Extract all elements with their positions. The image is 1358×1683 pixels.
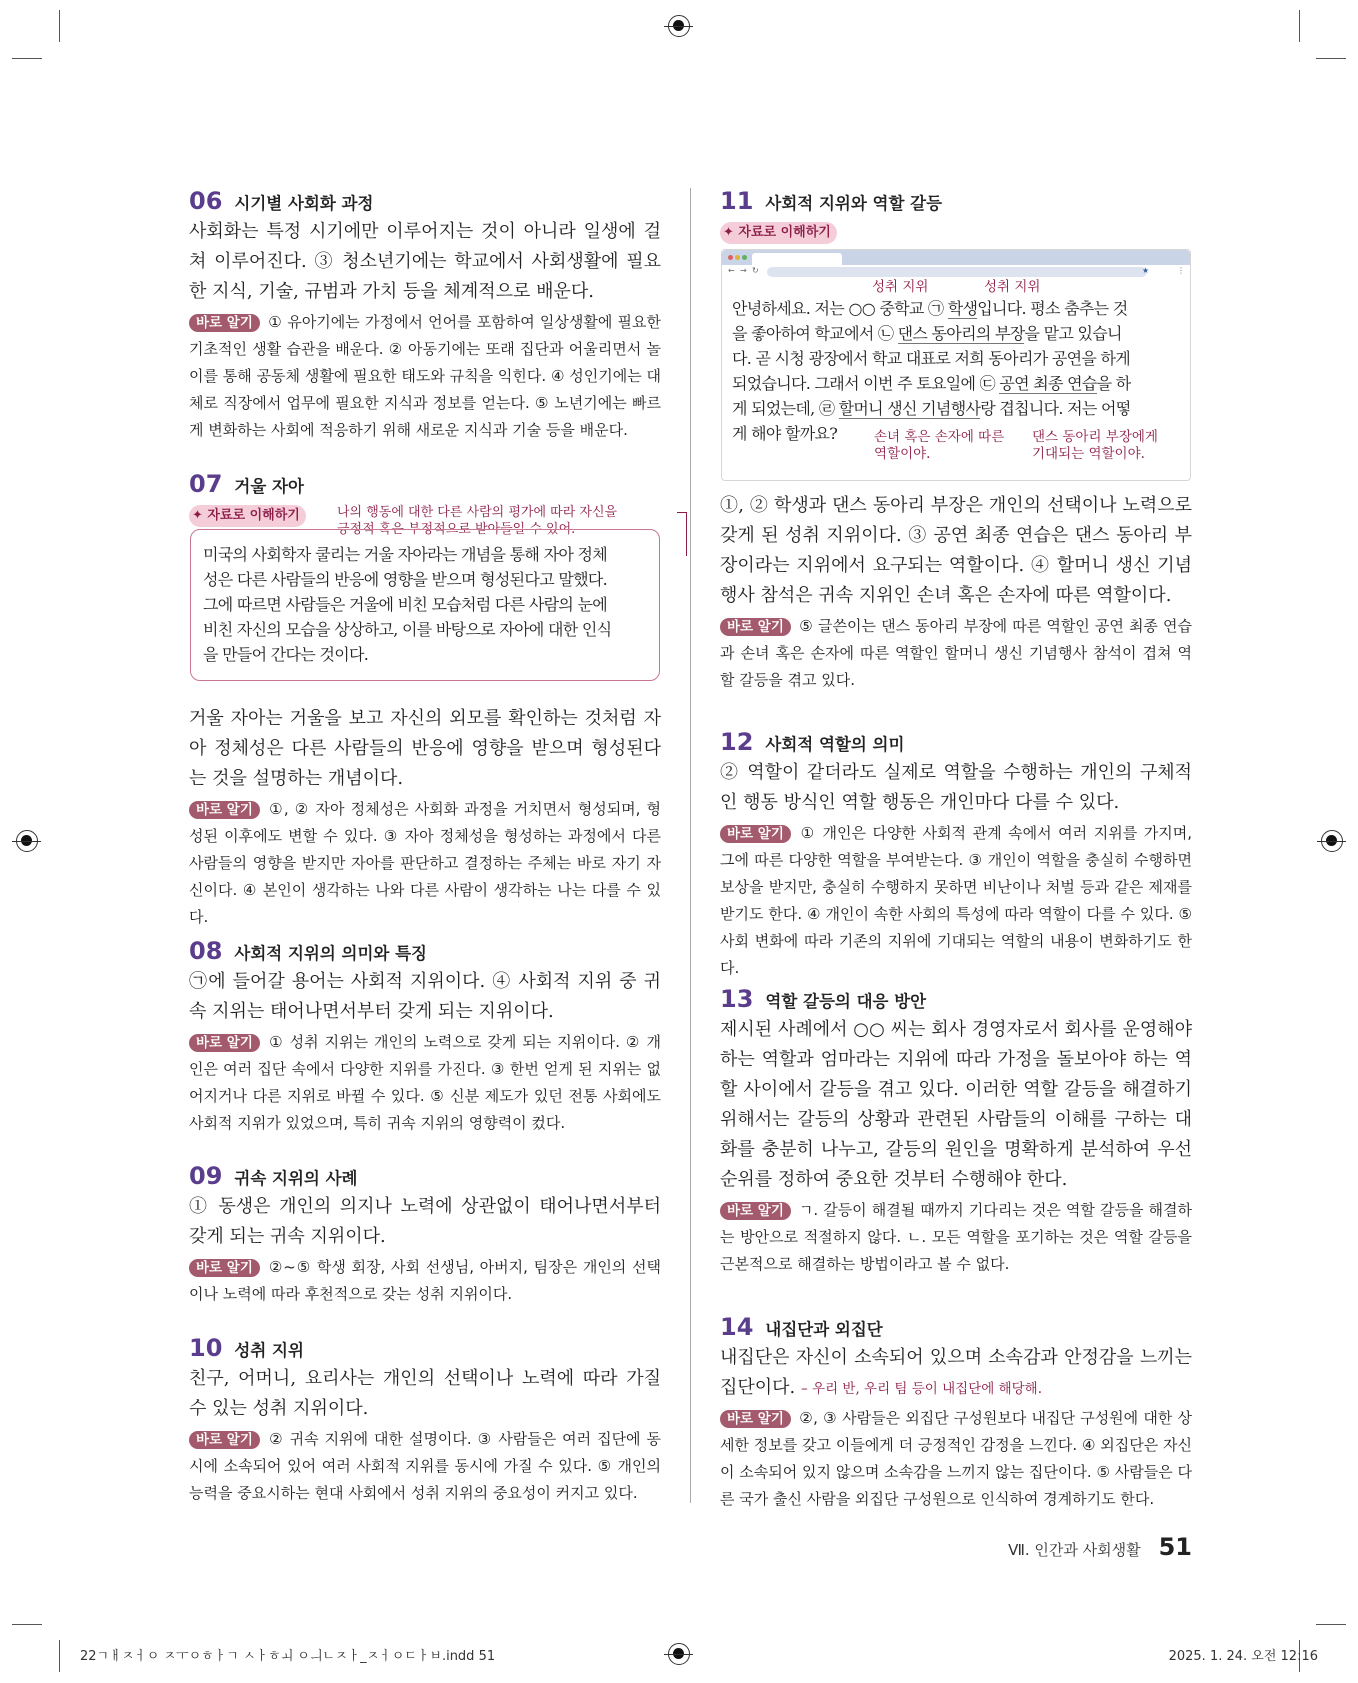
text: 을 하 (1096, 374, 1131, 393)
answer-text (720, 1343, 1192, 1403)
data-understanding-pill: ✦ 자료로 이해하기 (720, 222, 837, 244)
badge-baro-algi: 바로 알기 (720, 825, 791, 843)
post-content (722, 279, 1190, 462)
section-number: 07 (189, 470, 223, 498)
crop-mark (12, 1624, 42, 1625)
browser-nav-bar (722, 265, 1190, 279)
annotation-achieved-status: 성취 지위 (984, 279, 1041, 295)
registration-mark-icon (16, 830, 38, 852)
column-divider (690, 188, 691, 1503)
badge-baro-algi: 바로 알기 (189, 1034, 260, 1052)
underlined-term: 할머니 생신 기념행사 (838, 399, 981, 418)
slug-filename: 22ㄱㅐㅈㅓㅇ ㅈㅜㅇㅎㅏㄱ ㅅㅏㅎㅚ ㅇㅢㄴㅈㅏ_ㅈㅓㅇㄷㅏㅂ.indd 51 (80, 1649, 496, 1664)
registration-mark-icon (1321, 830, 1343, 852)
correction-note (189, 309, 661, 444)
page-footer (1008, 1533, 1192, 1561)
underlined-term: 공연 최종 연습 (999, 374, 1097, 393)
annotation-leader (686, 512, 687, 556)
annotation-grandchild-role (874, 429, 1004, 463)
section-number: 13 (720, 985, 754, 1013)
registration-mark-icon (668, 1643, 690, 1665)
text: 안녕하세요. 저는 ○○ 중학교 ㉠ (732, 299, 948, 318)
text: 입니다. 평소 춤추는 것 (977, 299, 1128, 318)
badge-baro-algi: 바로 알기 (720, 618, 791, 636)
maximize-dot-icon (742, 255, 747, 260)
answer-text: ㉠에 들어갈 용어는 사회적 지위이다. ④ 사회적 지위 중 귀속 지위는 태어나면서부터 갖게 되는 지위이다. (189, 971, 661, 1022)
correction-text: ②, ③ 사람들은 외집단 구성원보다 내집단 구성원에 대한 상세한 정보를 갖고 이들에게 더 긍정적인 감정을 느낀다. ④ 외집단은 자신이 소속되어 있지 않으며 소속감을 느끼지 않는 집단이다. ⑤ 사람들은 다른 국가 출신 사람을 외집단 구성원으로 인식하여 경계하기도 한다. (720, 1409, 1192, 1508)
menu-icon: ⋮ (1177, 266, 1185, 275)
slug-datetime: 2025. 1. 24. 오전 12:16 (1168, 1649, 1318, 1664)
section-number: 06 (189, 187, 223, 215)
text: 게 해야 할까요? (732, 424, 838, 443)
answer-text: ① 동생은 개인의 의지나 노력에 상관없이 태어나면서부터 갖게 되는 귀속 지위이다. (189, 1196, 661, 1247)
annotation-line: 기대되는 역할이야. (1032, 446, 1145, 462)
correction-text: ㄱ. 갈등이 해결될 때까지 기다리는 것은 역할 갈등을 해결하는 방안으로 적절하지 않다. ㄴ. 모든 역할을 포기하는 것은 역할 갈등을 근본적으로 해결하는 방법이라고 볼 수 없다. (720, 1201, 1192, 1273)
correction-text: ① 성취 지위는 개인의 노력으로 갖게 되는 지위이다. ② 개인은 여러 집단 속에서 다양한 지위를 가진다. ③ 한번 얻게 된 지위는 없어지거나 다른 지위로 바뀔 수 있다. ⑤ 신분 제도가 있던 전통 사회에도 사회적 지위가 있었으며, 특히 귀속 지위의 영향력이 컸다. (189, 1033, 661, 1132)
source-line: 미국의 사회학자 쿨리는 거울 자아라는 개념을 통해 자아 정체 (203, 545, 607, 564)
source-line: 을 만들어 간다는 것이다. (203, 645, 369, 664)
answer-text: ② 역할이 같더라도 실제로 역할을 수행하는 개인의 구체적인 행동 방식인 역할 행동은 개인마다 다를 수 있다. (720, 762, 1192, 813)
correction-note (189, 796, 661, 931)
correction-text: ⑤ 글쓴이는 댄스 동아리 부장에 따른 역할인 공연 최종 연습과 손녀 혹은 손자에 따른 역할인 할머니 생신 기념행사 참석이 겹쳐 역할 갈등을 겪고 있다. (720, 617, 1192, 689)
annotation-achieved-status: 성취 지위 (872, 279, 929, 295)
source-line: 그에 따르면 사람들은 거울에 비친 모습처럼 다른 사람의 눈에 (203, 595, 607, 614)
reload-icon: ↻ (752, 266, 759, 275)
annotation-line: 역할이야. (874, 446, 931, 462)
section-number: 14 (720, 1313, 754, 1341)
annotation-dance-role (1032, 429, 1158, 463)
section-06 (189, 187, 661, 444)
annotation-line: 손녀 혹은 손자에 따른 (874, 429, 1005, 445)
crop-mark (59, 1640, 60, 1672)
annotation-line: 긍정적 혹은 부정적으로 받아들일 수 있어. (337, 522, 576, 537)
annotation-line: 댄스 동아리 부장에게 (1032, 429, 1158, 445)
badge-baro-algi: 바로 알기 (720, 1202, 791, 1220)
section-number: 09 (189, 1162, 223, 1190)
text: 을 맡고 있습니 (1024, 324, 1122, 343)
answer-sentence: 내집단은 자신이 소속되어 있으며 소속감과 안정감을 느끼는 집단이다. (720, 1347, 1192, 1398)
crop-mark (1316, 58, 1346, 59)
correction-note (720, 613, 1192, 694)
correction-text: ②~⑤ 학생 회장, 사회 선생님, 아버지, 팀장은 개인의 선택이나 노력에 따라 후천적으로 갖는 성취 지위이다. (189, 1258, 661, 1303)
correction-note (189, 1029, 661, 1137)
section-number: 08 (189, 937, 223, 965)
badge-baro-algi: 바로 알기 (189, 801, 260, 819)
correction-note (189, 1426, 661, 1507)
section-number: 11 (720, 187, 754, 215)
section-title: 성취 지위 (234, 1341, 304, 1360)
section-08 (189, 937, 661, 1137)
data-understanding-pill: ✦ 자료로 이해하기 (189, 505, 306, 527)
browser-window (721, 249, 1191, 481)
correction-text: ② 귀속 지위에 대한 설명이다. ③ 사람들은 여러 집단에 동시에 소속되어 있어 여러 사회적 지위를 동시에 가질 수 있다. ⑤ 개인의 능력을 중요시하는 현대 사회에서 성취 지위의 중요성이 커지고 있다. (189, 1430, 661, 1502)
source-line: 성은 다른 사람들의 반응에 영향을 받으며 형성된다고 말했다. (203, 570, 607, 589)
crop-mark (1316, 1624, 1346, 1625)
underlined-term: 댄스 동아리의 부장 (897, 324, 1025, 343)
section-number: 10 (189, 1334, 223, 1362)
section-12 (720, 728, 1192, 982)
text: 랑 겹칩니다. 저는 어떻 (980, 399, 1131, 418)
section-07 (189, 470, 661, 926)
answer-text: 거울 자아는 거울을 보고 자신의 외모를 확인하는 것처럼 자아 정체성은 다른 사람들의 반응에 영향을 받으며 형성된다는 것을 설명하는 개념이다. (189, 708, 661, 789)
crop-mark (59, 10, 60, 42)
forward-icon: → (740, 266, 747, 275)
annotation-line: 나의 행동에 대한 다른 사람의 평가에 따라 자신을 (337, 505, 618, 520)
text: 을 좋아하여 학교에서 ㉡ (732, 324, 898, 343)
section-title: 거울 자아 (234, 477, 304, 496)
correction-note (720, 1197, 1192, 1278)
correction-note (720, 820, 1192, 982)
badge-baro-algi: 바로 알기 (720, 1410, 791, 1428)
section-number: 12 (720, 728, 754, 756)
crop-mark (12, 58, 42, 59)
back-icon: ← (728, 266, 735, 275)
answer-text: 친구, 어머니, 요리사는 개인의 선택이나 노력에 따라 가질 수 있는 성취 지위이다. (189, 1368, 661, 1419)
section-11 (720, 187, 1192, 689)
section-09 (189, 1162, 661, 1308)
minimize-dot-icon (735, 255, 740, 260)
badge-baro-algi: 바로 알기 (189, 314, 260, 332)
browser-tab-bar (722, 250, 1190, 265)
inline-annotation: – 우리 반, 우리 팀 등이 내집단에 해당해. (801, 1381, 1043, 1397)
text: 게 되었는데, ㉣ (732, 399, 839, 418)
chapter-label: Ⅶ. 인간과 사회생활 (1008, 1541, 1141, 1559)
source-line: 비친 자신의 모습을 상상하고, 이를 바탕으로 자아에 대한 인식 (203, 620, 612, 639)
section-title: 사회적 역할의 의미 (765, 735, 905, 754)
section-title: 사회적 지위와 역할 갈등 (765, 194, 943, 213)
section-10 (189, 1334, 661, 1507)
correction-text: ①, ② 자아 정체성은 사회화 과정을 거치면서 형성되며, 형성된 이후에도 변할 수 있다. ③ 자아 정체성을 형성하는 과정에서 다른 사람들의 영향을 받지만 자아를 판단하고 결정하는 주체는 바로 자기 자신이다. ④ 본인이 생각하는 나와 다른 사람이 생각하는 나는 다를 수 있다. (189, 800, 661, 926)
answer-text: ①, ② 학생과 댄스 동아리 부장은 개인의 선택이나 노력으로 갖게 된 성취 지위이다. ③ 공연 최종 연습은 댄스 동아리 부장이라는 지위에서 요구되는 역할이다. ④ 할머니 생신 기념행사 참석은 귀속 지위인 손녀 혹은 손자에 따른 역할이다. (720, 495, 1192, 606)
section-title: 내집단과 외집단 (765, 1320, 883, 1339)
page-number: 51 (1158, 1533, 1192, 1561)
section-title: 사회적 지위의 의미와 특징 (234, 944, 427, 963)
correction-text: ① 개인은 다양한 사회적 관계 속에서 여러 지위를 가지며, 그에 따른 다양한 역할을 부여받는다. ③ 개인이 역할을 충실히 수행하면 보상을 받지만, 충실히 수행하지 못하면 비난이나 처벌 등과 같은 제재를 받기도 한다. ④ 개인이 속한 사회의 특성에 따라 역할이 다를 수 있다. ⑤ 사회 변화에 따라 기존의 지위에 기대되는 역할의 내용이 변화하기도 한다. (720, 824, 1192, 977)
registration-mark-icon (668, 15, 690, 37)
text: 다. 곧 시청 광장에서 학교 대표로 저희 동아리가 공연을 하게 (732, 349, 1131, 368)
address-bar (767, 266, 1150, 277)
correction-note (720, 1405, 1192, 1513)
correction-note (189, 1254, 661, 1308)
badge-baro-algi: 바로 알기 (189, 1431, 260, 1449)
section-title: 귀속 지위의 사례 (234, 1169, 358, 1188)
text: 되었습니다. 그래서 이번 주 토요일에 ㉢ (732, 374, 1000, 393)
correction-text: ① 유아기에는 가정에서 언어를 포함하여 일상생활에 필요한 기초적인 생활 습관을 배운다. ② 아동기에는 또래 집단과 어울리면서 놀이를 통해 공동체 생활에 필요한 태도와 규칙을 익힌다. ④ 성인기에는 대체로 직장에서 업무에 필요한 지식과 정보를 얻는다. ⑤ 노년기에는 빠르게 변화하는 사회에 적응하기 위해 새로운 지식과 기술 등을 배운다. (189, 313, 661, 439)
answer-text: 제시된 사례에서 ○○ 씨는 회사 경영자로서 회사를 운영해야 하는 역할과 엄마라는 지위에 따라 가정을 돌보아야 하는 역할 사이에서 갈등을 겪고 있다. 이러한 역할 갈등을 해결하기 위해서는 갈등의 상황과 관련된 사람들의 이해를 구하는 대화를 충분히 나누고, 갈등의 원인을 명확하게 분석하여 우선순위를 정하여 중요한 것부터 수행해야 한다. (720, 1019, 1192, 1190)
browser-tab (752, 253, 842, 265)
mirror-self-source-box (190, 529, 660, 681)
section-13 (720, 985, 1192, 1278)
badge-baro-algi: 바로 알기 (189, 1259, 260, 1277)
section-title: 시기별 사회화 과정 (234, 194, 374, 213)
section-14 (720, 1313, 1192, 1513)
underlined-term: 학생 (947, 299, 978, 318)
answer-text: 사회화는 특정 시기에만 이루어지는 것이 아니라 일생에 걸쳐 이루어진다. ③ 청소년기에는 학교에서 사회생활에 필요한 지식, 기술, 규범과 가치 등을 체계적으로 배운다. (189, 221, 661, 302)
close-dot-icon (728, 255, 733, 260)
section-title: 역할 갈등의 대응 방안 (765, 992, 927, 1011)
star-icon: ★ (1142, 266, 1150, 275)
crop-mark (1299, 10, 1300, 42)
